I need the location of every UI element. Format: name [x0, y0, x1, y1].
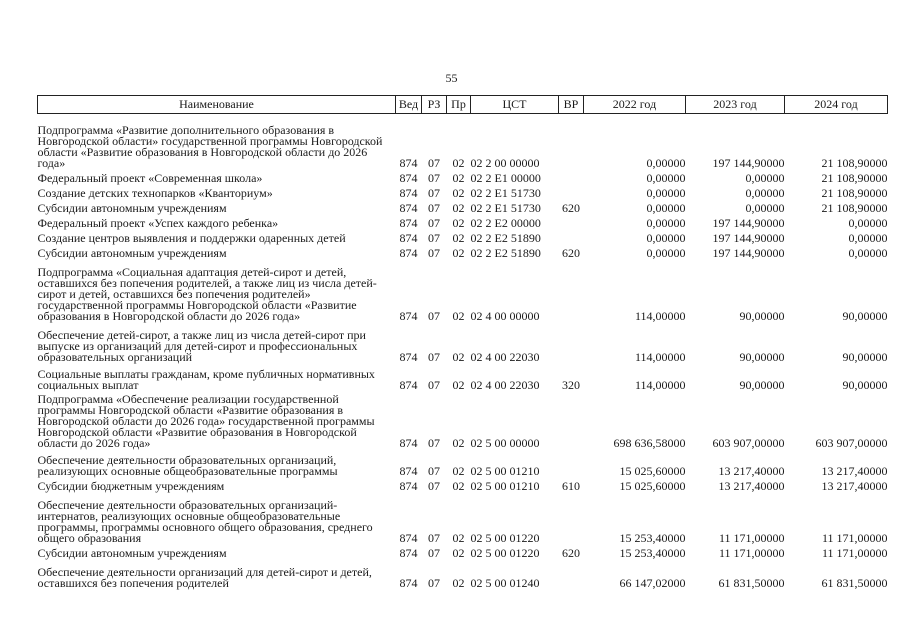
row-ved: 874: [399, 463, 418, 478]
row-rz: 07: [428, 308, 440, 323]
table-row: [38, 229, 888, 244]
table-header-row: [38, 96, 888, 114]
row-pr: 02: [452, 463, 465, 478]
row-2024: 13 217,40000: [821, 478, 888, 493]
row-2022: 698 636,58000: [613, 435, 686, 450]
row-vr: [559, 449, 584, 477]
row-rz: 07: [428, 530, 440, 545]
row-vr: [559, 184, 584, 199]
header-cst: ЦСТ: [471, 96, 559, 114]
row-ved: 874: [399, 200, 418, 215]
row-ved: 874: [399, 530, 418, 545]
row-pr: 02: [452, 245, 465, 260]
table-row: [38, 199, 888, 214]
row-pr: 02: [452, 200, 465, 215]
row-pr: 02: [452, 155, 465, 170]
row-cst: 02 2 E1 51730: [470, 185, 541, 200]
table-row: [38, 544, 888, 559]
row-vr: 620: [562, 245, 580, 260]
row-pr: 02: [452, 215, 465, 230]
row-ved: 874: [399, 170, 418, 185]
row-cst: 02 2 E1 51730: [470, 200, 541, 215]
row-ved: 874: [399, 575, 418, 590]
row-cst: 02 4 00 22030: [470, 349, 540, 364]
row-pr: 02: [452, 575, 465, 590]
row-2022: 0,00000: [646, 170, 686, 185]
row-name: Субсидии автономным учреждениям: [37, 545, 227, 560]
row-name: Субсидии автономным учреждениям: [37, 200, 227, 215]
row-ved: 874: [399, 215, 418, 230]
row-2023: 0,00000: [745, 200, 785, 215]
row-ved: 874: [399, 245, 418, 260]
row-name: Обеспечение деятельности образовательных организаций-интернатов, реализующих основные общеобразовательные программы, программы основного общего образования, среднего общего образования: [37, 497, 373, 545]
row-name: Обеспечение деятельности организаций для детей-сирот и детей, оставшихся без попечения родителей: [37, 564, 372, 590]
row-rz: 07: [428, 185, 440, 200]
row-2023: 0,00000: [745, 185, 785, 200]
row-2024: 61 831,50000: [821, 575, 888, 590]
page-number: 55: [445, 71, 458, 85]
row-pr: 02: [452, 545, 465, 560]
row-vr: [559, 259, 584, 322]
row-pr: 02: [452, 349, 465, 364]
row-cst: 02 5 00 01220: [470, 530, 540, 545]
header-vr: ВР: [559, 96, 584, 114]
row-name: Социальные выплаты гражданам, кроме публичных нормативных социальных выплат: [37, 366, 375, 392]
row-rz: 07: [428, 170, 440, 185]
row-ved: 874: [399, 185, 418, 200]
row-2023: 197 144,90000: [712, 245, 785, 260]
row-vr: 620: [562, 545, 580, 560]
row-vr: [559, 229, 584, 244]
row-ved: 874: [399, 155, 418, 170]
row-cst: 02 4 00 00000: [470, 308, 540, 323]
row-2023: 11 171,00000: [718, 530, 785, 545]
row-2024: 13 217,40000: [821, 463, 888, 478]
row-ved: 874: [399, 545, 418, 560]
row-name: Подпрограмма «Развитие дополнительного образования в Новгородской области» государственной программы Новгородской области «Развитие образования в Новгородской области до 2026 года»: [37, 122, 383, 170]
row-2024: 11 171,00000: [821, 530, 888, 545]
row-2024: 11 171,00000: [821, 545, 888, 560]
row-name: Федеральный проект «Успех каждого ребенка»: [37, 215, 279, 230]
header-name: Наименование: [38, 96, 396, 114]
row-2022: 114,00000: [634, 349, 686, 364]
table-body: [38, 114, 888, 589]
row-2022: 114,00000: [634, 377, 686, 392]
row-pr: 02: [452, 170, 465, 185]
table-row: [38, 214, 888, 229]
row-2024: 90,00000: [842, 377, 888, 392]
row-pr: 02: [452, 530, 465, 545]
table-row: [38, 559, 888, 589]
row-2022: 0,00000: [646, 215, 686, 230]
header-2023: 2023 год: [686, 96, 785, 114]
row-2022: 15 253,40000: [619, 545, 686, 560]
row-rz: 07: [428, 349, 440, 364]
row-rz: 07: [428, 155, 440, 170]
table-row: [38, 449, 888, 477]
row-cst: 02 2 E2 51890: [470, 230, 541, 245]
row-cst: 02 5 00 01220: [470, 545, 540, 560]
row-vr: [559, 559, 584, 589]
row-pr: 02: [452, 435, 465, 450]
row-2022: 15 025,60000: [619, 478, 686, 493]
row-2022: 0,00000: [646, 155, 686, 170]
row-name: Субсидии бюджетным учреждениям: [37, 478, 225, 493]
row-2023: 197 144,90000: [712, 215, 785, 230]
row-rz: 07: [428, 575, 440, 590]
row-2022: 0,00000: [646, 245, 686, 260]
row-name: Подпрограмма «Социальная адаптация детей-сирот и детей, оставшихся без попечения родителей, а также лиц из числа детей-сирот и детей, оставшихся без попечения родителей» государственной программы Новгородской области «Развитие образования в Новгородской области до 2026 года»: [37, 264, 377, 323]
row-2024: 0,00000: [848, 245, 888, 260]
table-row: [38, 259, 888, 322]
row-vr: [559, 322, 584, 363]
row-vr: [559, 214, 584, 229]
row-2024: 21 108,90000: [821, 200, 888, 215]
row-rz: 07: [428, 230, 440, 245]
row-2023: 197 144,90000: [712, 155, 785, 170]
row-2022: 66 147,02000: [619, 575, 686, 590]
row-name: Обеспечение детей-сирот, а также лиц из числа детей-сирот при выпуске из организаций для детей-сирот и профессиональных образовательных организаций: [37, 327, 366, 364]
row-ved: 874: [399, 435, 418, 450]
row-2023: 13 217,40000: [718, 463, 785, 478]
row-pr: 02: [452, 377, 465, 392]
row-ved: 874: [399, 230, 418, 245]
row-rz: 07: [428, 245, 440, 260]
row-name: Создание детских технопарков «Кванториум»: [37, 185, 273, 200]
header-rz: РЗ: [422, 96, 447, 114]
row-ved: 874: [399, 377, 418, 392]
row-pr: 02: [452, 185, 465, 200]
row-2023: 0,00000: [745, 170, 785, 185]
row-2022: 0,00000: [646, 230, 686, 245]
header-ved: Вед: [396, 96, 422, 114]
row-pr: 02: [452, 478, 465, 493]
row-2024: 90,00000: [842, 308, 888, 323]
table-row: [38, 184, 888, 199]
row-cst: 02 2 E1 00000: [470, 170, 541, 185]
row-cst: 02 5 00 00000: [470, 435, 540, 450]
row-ved: 874: [399, 308, 418, 323]
row-name: Подпрограмма «Обеспечение реализации государственной программы Новгородской области «Развитие образования в Новгородской области до 2026 года» государственной программы Новгородской области «Развитие образования в Новгородской области до 2026 года»: [37, 391, 375, 450]
row-2022: 114,00000: [634, 308, 686, 323]
row-pr: 02: [452, 308, 465, 323]
row-2023: 61 831,50000: [718, 575, 785, 590]
row-2024: 21 108,90000: [821, 185, 888, 200]
row-2024: 21 108,90000: [821, 155, 888, 170]
row-cst: 02 2 E2 51890: [470, 245, 541, 260]
row-rz: 07: [428, 478, 440, 493]
row-rz: 07: [428, 215, 440, 230]
row-vr: 320: [562, 377, 580, 392]
table-row: [38, 477, 888, 492]
header-2024: 2024 год: [785, 96, 888, 114]
row-rz: 07: [428, 435, 440, 450]
row-2023: 90,00000: [739, 377, 785, 392]
row-2023: 90,00000: [739, 308, 785, 323]
row-cst: 02 2 00 00000: [470, 155, 540, 170]
row-name: Федеральный проект «Современная школа»: [37, 170, 263, 185]
table-row: [38, 114, 888, 169]
row-vr: 620: [562, 200, 580, 215]
row-name: Субсидии автономным учреждениям: [37, 245, 227, 260]
row-vr: [559, 169, 584, 184]
row-vr: [559, 114, 584, 169]
row-cst: 02 5 00 01240: [470, 575, 540, 590]
row-2024: 0,00000: [848, 215, 888, 230]
table-row: [38, 492, 888, 544]
row-2023: 603 907,00000: [712, 435, 785, 450]
row-cst: 02 2 E2 00000: [470, 215, 541, 230]
row-vr: [559, 492, 584, 544]
row-rz: 07: [428, 463, 440, 478]
table-row: [38, 391, 888, 449]
row-rz: 07: [428, 377, 440, 392]
row-2022: 15 025,60000: [619, 463, 686, 478]
table-row: [38, 363, 888, 391]
row-2024: 90,00000: [842, 349, 888, 364]
row-rz: 07: [428, 200, 440, 215]
header-pr: Пр: [447, 96, 471, 114]
row-2023: 197 144,90000: [712, 230, 785, 245]
row-ved: 874: [399, 349, 418, 364]
row-2022: 0,00000: [646, 200, 686, 215]
row-name: Обеспечение деятельности образовательных организаций, реализующих основные общеобразовательные программы: [37, 452, 338, 478]
row-cst: 02 5 00 01210: [470, 478, 540, 493]
row-2023: 11 171,00000: [718, 545, 785, 560]
row-rz: 07: [428, 545, 440, 560]
row-cst: 02 5 00 01210: [470, 463, 540, 478]
row-2022: 0,00000: [646, 185, 686, 200]
row-2024: 603 907,00000: [815, 435, 888, 450]
row-2024: 0,00000: [848, 230, 888, 245]
row-pr: 02: [452, 230, 465, 245]
table-row: [38, 322, 888, 363]
row-ved: 874: [399, 478, 418, 493]
row-vr: 610: [562, 478, 580, 493]
table-row: [38, 169, 888, 184]
row-cst: 02 4 00 22030: [470, 377, 540, 392]
row-2022: 15 253,40000: [619, 530, 686, 545]
row-vr: [559, 391, 584, 449]
budget-table: [37, 95, 888, 589]
table-row: [38, 244, 888, 259]
row-2024: 21 108,90000: [821, 170, 888, 185]
header-2022: 2022 год: [584, 96, 686, 114]
row-2023: 13 217,40000: [718, 478, 785, 493]
row-name: Создание центров выявления и поддержки одаренных детей: [37, 230, 346, 245]
row-2023: 90,00000: [739, 349, 785, 364]
